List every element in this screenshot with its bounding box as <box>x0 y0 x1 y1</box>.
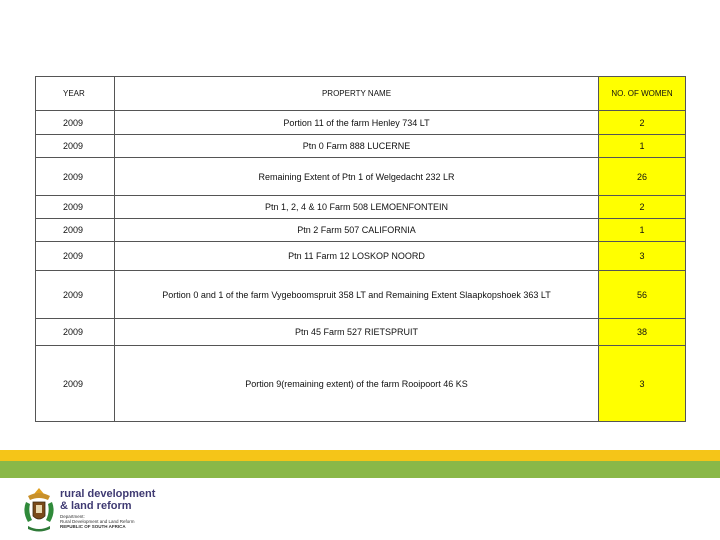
cell-property: Remaining Extent of Ptn 1 of Welgedacht 232 LR <box>115 158 599 196</box>
table-row <box>36 196 686 219</box>
header-no-of-women: NO. OF WOMEN <box>599 77 686 111</box>
table-row <box>36 242 686 271</box>
cell-women: 3 <box>599 242 686 271</box>
cell-year: 2009 <box>36 135 115 158</box>
table-row <box>36 158 686 196</box>
table-row <box>36 219 686 242</box>
cell-property: Ptn 11 Farm 12 LOSKOP NOORD <box>115 242 599 271</box>
cell-women: 2 <box>599 111 686 135</box>
cell-property: Ptn 1, 2, 4 & 10 Farm 508 LEMOENFONTEIN <box>115 196 599 219</box>
cell-property: Portion 9(remaining extent) of the farm Rooipoort 46 KS <box>115 346 599 422</box>
table-row <box>36 319 686 346</box>
cell-year: 2009 <box>36 196 115 219</box>
country-name: REPUBLIC OF SOUTH AFRICA <box>60 524 126 529</box>
cell-year: 2009 <box>36 242 115 271</box>
cell-year: 2009 <box>36 319 115 346</box>
cell-year: 2009 <box>36 219 115 242</box>
coat-of-arms-icon <box>20 486 58 534</box>
dept-name: Rural Development and Land Reform <box>60 519 135 524</box>
header-property-name: PROPERTY NAME <box>115 77 599 111</box>
brand-line-2: & land reform <box>60 500 132 512</box>
women-property-table <box>35 76 686 422</box>
department-branding <box>60 488 260 529</box>
cell-women: 1 <box>599 135 686 158</box>
table-row <box>36 135 686 158</box>
cell-property: Ptn 45 Farm 527 RIETSPRUIT <box>115 319 599 346</box>
table-header-row <box>36 77 686 111</box>
header-year: YEAR <box>36 77 115 111</box>
cell-property: Portion 0 and 1 of the farm Vygeboomspruit 358 LT and Remaining Extent Slaapkopshoek 363 LT <box>115 271 599 319</box>
cell-property: Portion 11 of the farm Henley 734 LT <box>115 111 599 135</box>
table-row <box>36 271 686 319</box>
footer-green-band <box>0 461 720 478</box>
cell-women: 38 <box>599 319 686 346</box>
cell-women: 2 <box>599 196 686 219</box>
cell-year: 2009 <box>36 271 115 319</box>
cell-year: 2009 <box>36 111 115 135</box>
cell-year: 2009 <box>36 346 115 422</box>
cell-women: 3 <box>599 346 686 422</box>
brand-line-1: rural development <box>60 488 156 500</box>
cell-women: 56 <box>599 271 686 319</box>
table-row <box>36 111 686 135</box>
cell-year: 2009 <box>36 158 115 196</box>
cell-women: 1 <box>599 219 686 242</box>
cell-property: Ptn 0 Farm 888 LUCERNE <box>115 135 599 158</box>
cell-property: Ptn 2 Farm 507 CALIFORNIA <box>115 219 599 242</box>
dept-label: Department: <box>60 514 85 519</box>
table-row <box>36 346 686 422</box>
cell-women: 26 <box>599 158 686 196</box>
